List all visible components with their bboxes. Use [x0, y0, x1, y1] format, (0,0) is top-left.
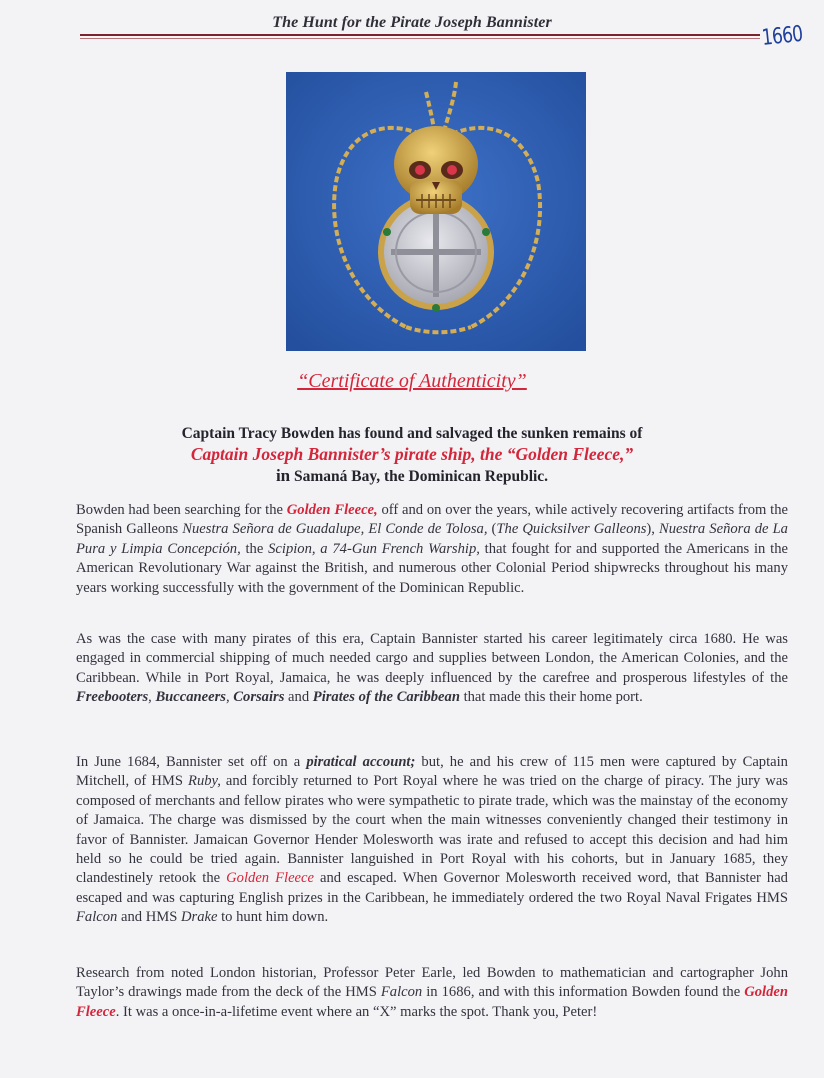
ship-name-golden-fleece: Golden Fleece, — [286, 502, 378, 518]
page-header-title: The Hunt for the Pirate Joseph Bannister — [272, 14, 552, 31]
text: off and on over the years, while actively recovering artifacts from the Spanish Galleons — [76, 502, 788, 538]
text: that fought for and supported the Americans in the American Revolutionary War against the British, and numerous other Colonial Period shipwrecks throughout his many years working successfully with the government of the Dominican Republic. — [76, 540, 788, 596]
text: and escaped. When Governor Molesworth received word, that Bannister had escaped and was capturing English prizes in the Caribbean, he immediately ordered the two Royal Naval Frigates HMS — [76, 870, 788, 906]
text: As was the case with many pirates of this era, Captain Bannister started his career legitimately circa 1680. He was engaged in commercial shipping of much needed cargo and supplies between London, the American Colonies, and the Caribbean. While in Port Royal, Jamaica, he was deeply influenced by the carefree and prosperous lifestyles of the — [76, 631, 788, 686]
ship-name-ruby: Ruby, — [188, 773, 221, 790]
text: in 1686, and with this information Bowden found the — [422, 984, 745, 1001]
intro-line-1: Captain Tracy Bowden has found and salvaged the sunken remains of — [181, 425, 643, 442]
ship-names: The Quicksilver Galleons — [496, 521, 647, 538]
intro-line-2: Captain Joseph Bannister’s pirate ship, the “Golden Fleece,” — [190, 444, 634, 464]
paragraph-2 — [76, 630, 788, 708]
text: Bowden had been searching for the — [76, 502, 287, 518]
term-piratical-account: piratical account; — [306, 754, 416, 770]
skull-pendant-photo — [286, 72, 586, 351]
text: and — [284, 689, 313, 706]
term-buccaneers: Buccaneers — [155, 689, 226, 706]
ship-name-falcon: Falcon — [76, 909, 118, 926]
term-pirates-of-the-caribbean: Pirates of the Caribbean — [312, 689, 460, 706]
text: In June 1684, Bannister set off on a — [76, 754, 307, 770]
text: ( — [487, 521, 497, 538]
ship-name-drake: Drake — [181, 909, 218, 926]
header-rule-thin — [80, 38, 760, 39]
text: ), — [646, 521, 660, 538]
paragraph-4 — [76, 964, 788, 1022]
paragraph-1 — [76, 501, 788, 598]
intro-line-3 — [120, 465, 704, 487]
header-rule — [80, 34, 760, 36]
term-corsairs: Corsairs — [233, 689, 285, 706]
intro-line-3-rest: Samaná Bay, the Dominican Republic. — [290, 468, 549, 485]
text: that made this their home port. — [459, 689, 643, 706]
text: , — [226, 689, 234, 706]
paragraph-3 — [76, 753, 788, 928]
text: to hunt him down. — [217, 909, 329, 926]
text: and HMS — [117, 909, 181, 926]
ship-names: Nuestra Señora de La Pura y Limpia Concepción, — [76, 521, 788, 557]
intro-block — [120, 423, 704, 487]
text: the — [240, 540, 269, 557]
text: . It was a once-in-a-lifetime event where an “X” marks the spot. Thank you, Peter! — [115, 1003, 598, 1020]
ship-name-falcon: Falcon — [380, 984, 423, 1001]
text: and forcibly returned to Port Royal where he was tried on the charge of piracy. The jury was composed of merchants and fellow pirates who were sympathetic to pirate trade, which was the mainstay of the economy of Jamaica. The charge was dismissed by the court when the main witnesses conveniently changed their testimony in favor of Bannister. Jamaican Governor Hender Molesworth was irate and refused to accept this decision and had him held so he could be tried again. Bannister languished in Port Royal with his cohorts, but in January 1685, they clandestinely retook the — [76, 773, 788, 887]
ship-name-golden-fleece: Golden Fleece — [76, 984, 788, 1020]
intro-line-3-in: in — [275, 466, 291, 485]
text: Research from noted London historian, Professor Peter Earle, led Bowden to mathematician and cartographer John Taylor’s drawings made from the deck of the HMS — [76, 965, 788, 1001]
text: but, he and his crew of 115 men were captured by Captain Mitchell, of HMS — [76, 754, 788, 790]
skull-pendant-illustration — [286, 72, 586, 351]
ship-names: Scipion, a 74-Gun French Warship, — [268, 540, 480, 557]
text: , — [148, 689, 156, 706]
ship-name-golden-fleece: Golden Fleece — [226, 870, 314, 887]
ship-names: Nuestra Señora de Guadalupe, El Conde de Tolosa, — [182, 521, 488, 538]
handwritten-page-number: 1660 — [760, 21, 804, 51]
certificate-title: “Certificate of Authenticity” — [297, 370, 527, 392]
term-freebooters: Freebooters — [76, 689, 149, 706]
